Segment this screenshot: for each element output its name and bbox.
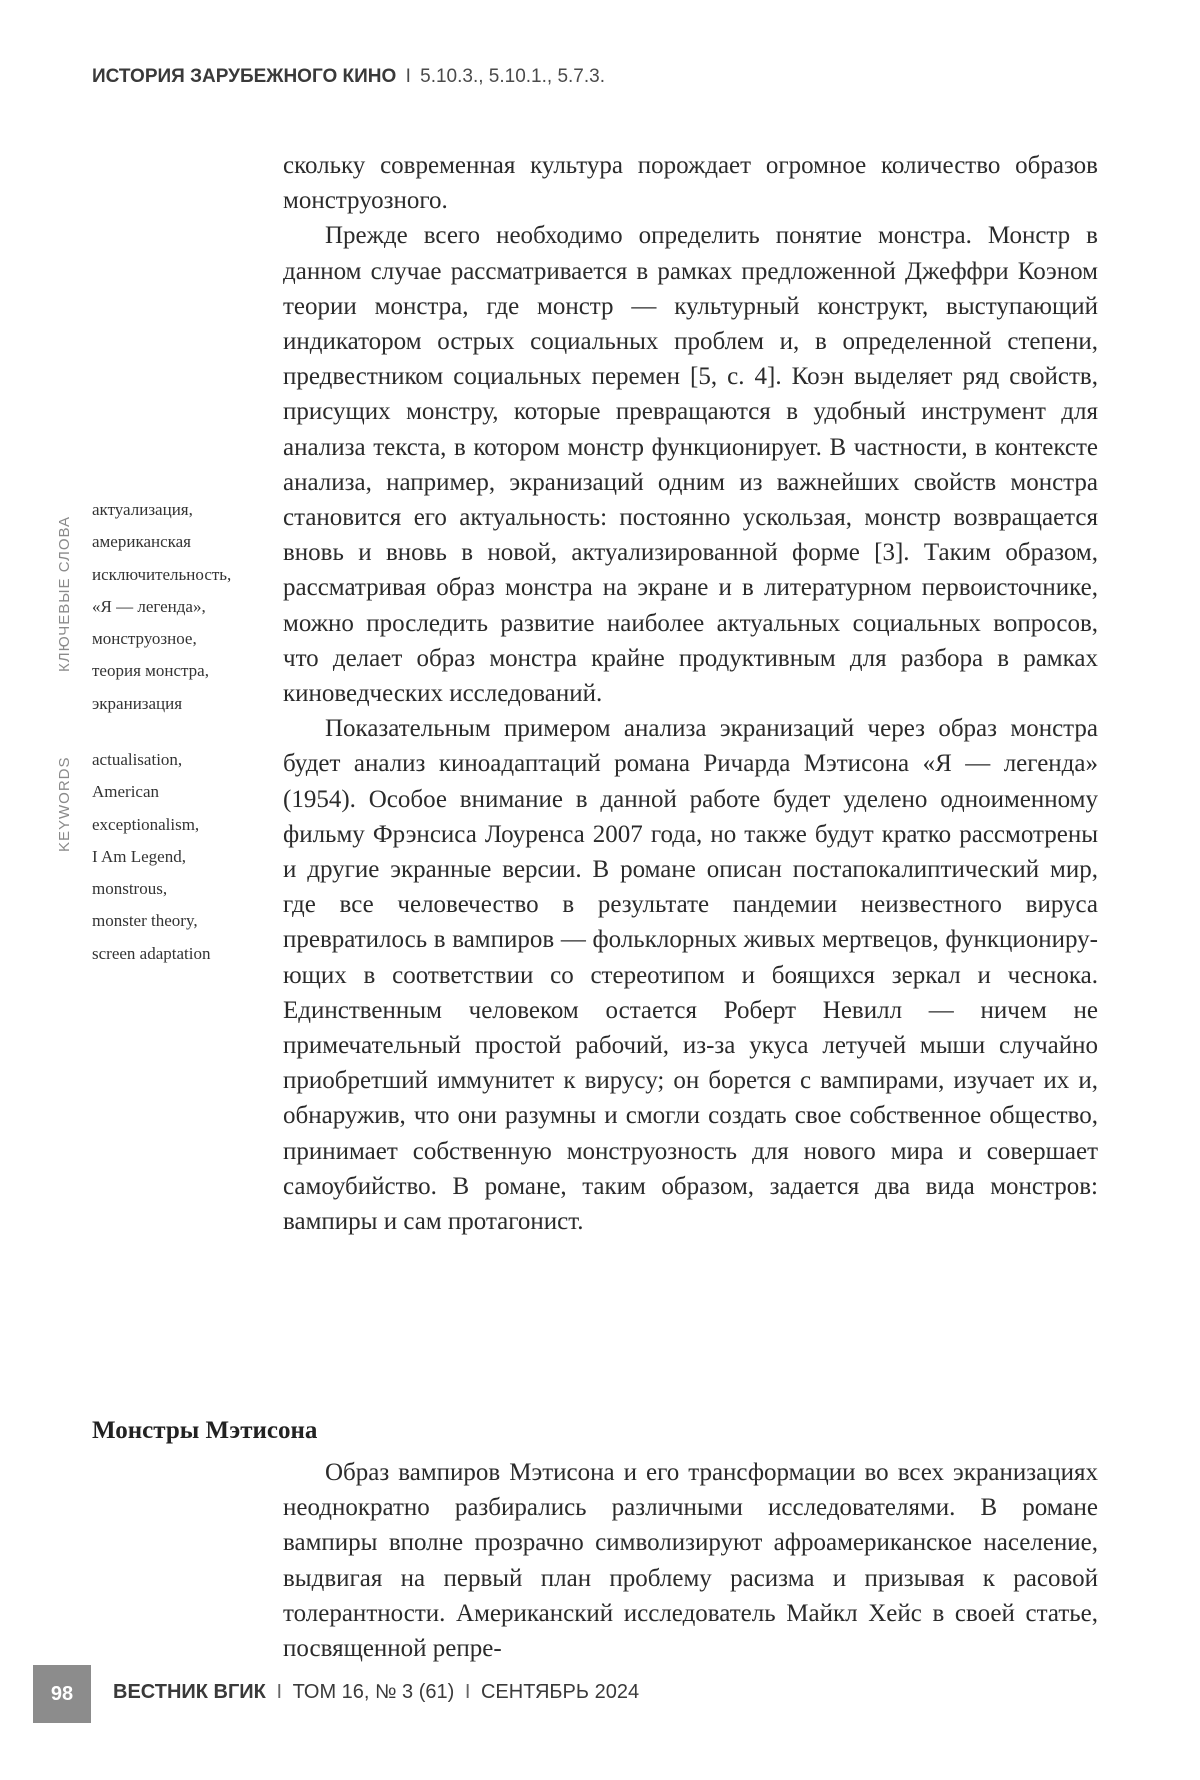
running-head [92, 66, 605, 88]
section-paragraph: Образ вампиров Мэтисона и его трансформации во всех экранизациях неоднократно разбирались различными исследо­вателями. В романе вампиры вполне прозрачно символизируют афроамериканское население, выдвигая на первый план пробле­му расизма и призывая к расовой толерантности. Американский исследователь Майкл Хейс в своей статье, посвященной репре- [283, 1455, 1098, 1666]
keyword-ru: американская [92, 526, 272, 558]
keyword-en: monster theory, [92, 905, 272, 937]
running-head-codes: 5.10.3., 5.10.1., 5.7.3. [420, 66, 605, 87]
keywords-en-label: KEYWORDS [56, 756, 73, 852]
keyword-en: actualisation, [92, 744, 272, 776]
keyword-ru: монструозное, [92, 623, 272, 655]
footer-journal: ВЕСТНИК ВГИК [113, 1681, 266, 1703]
footer-separator: I [276, 1681, 282, 1703]
article-paragraph: Прежде всего необходимо определить понятие монстра. Монстр в данном случае рассматривается в рамках предложен­ной Джеффри Коэном теории монстра, где монстр — культур­ный конструкт, выступающий индикатором острых социальных проблем и, в определенной степени, предвестником социальных перемен [5, с. 4]. Коэн выделяет ряд свойств, присущих монстру, которые превращаются в удобный инструмент для анализа тек­ста, в котором монстр функционирует. В частности, в контексте анализа, например, экранизаций одним из важнейших свойств монстра становится его актуальность: постоянно ускользая, монстр возвращается вновь и вновь в новой, актуализирован­ной форме [3]. Таким образом, рассматривая образ монстра на экране и в литературном первоисточнике, можно проследить развитие наиболее актуальных социальных вопросов, что дела­ет образ монстра крайне продуктивным для разбора в рамках киноведческих исследований. [283, 218, 1098, 711]
article-paragraph: Показательным примером анализа экранизаций через образ монстра будет анализ киноадаптаций романа Ричарда Мэтисона «Я — легенда» (1954). Особое внимание в данной работе будет уделено одноименному фильму Фрэнсиса Лоуренса 2007 года, но также будут кратко рассмотрены и другие экранные версии. В романе описан постапокалиптический мир, где все человече­ство в результате пандемии неизвестного вируса превратилось в вампиров — фольклорных живых мертвецов, функциониру­ющих в соответствии со стереотипом и боящихся зеркал и чес­нока. Единственным человеком остается Роберт Невилл — ни­чем не примечательный простой рабочий, из-за укуса летучей мыши случайно приобретший иммунитет к вирусу; он борется с вампирами, изучает их и, обнаружив, что они разумны и смог­ли создать свое собственное общество, принимает собственную монструозность для нового мира и совершает самоубийство. В романе, таким образом, задается два вида монстров: вампиры и сам протагонист. [283, 711, 1098, 1239]
keyword-en: I Am Legend, [92, 841, 272, 873]
keyword-ru: экранизация [92, 688, 272, 720]
keyword-ru: актуализация, [92, 494, 272, 526]
keyword-en: exceptionalism, [92, 809, 272, 841]
page-number: 98 [33, 1665, 91, 1723]
keyword-ru: исключительность, [92, 559, 272, 591]
footer [113, 1681, 639, 1704]
article-paragraph: скольку современная культура порождает огромное количество образов монструозного. [283, 148, 1098, 218]
footer-separator: I [465, 1681, 471, 1703]
section-heading: Монстры Мэтисона [92, 1417, 317, 1445]
keyword-ru: «Я — легенда», [92, 591, 272, 623]
running-head-section: ИСТОРИЯ ЗАРУБЕЖНОГО КИНО [92, 66, 396, 87]
keywords-ru-label: КЛЮЧЕВЫЕ СЛОВА [56, 516, 73, 672]
running-head-separator: I [406, 66, 411, 87]
section-body [283, 1455, 1098, 1666]
keyword-ru: теория монстра, [92, 655, 272, 687]
keyword-en: monstrous, [92, 873, 272, 905]
footer-volume: ТОМ 16, № 3 (61) [293, 1681, 455, 1703]
keywords-ru-list [92, 494, 272, 720]
article-body [283, 148, 1098, 1239]
keywords-en-list [92, 744, 272, 970]
keyword-en: American [92, 776, 272, 808]
journal-page [0, 0, 1200, 1780]
footer-date: СЕНТЯБРЬ 2024 [481, 1681, 639, 1703]
keyword-en: screen adaptation [92, 938, 272, 970]
